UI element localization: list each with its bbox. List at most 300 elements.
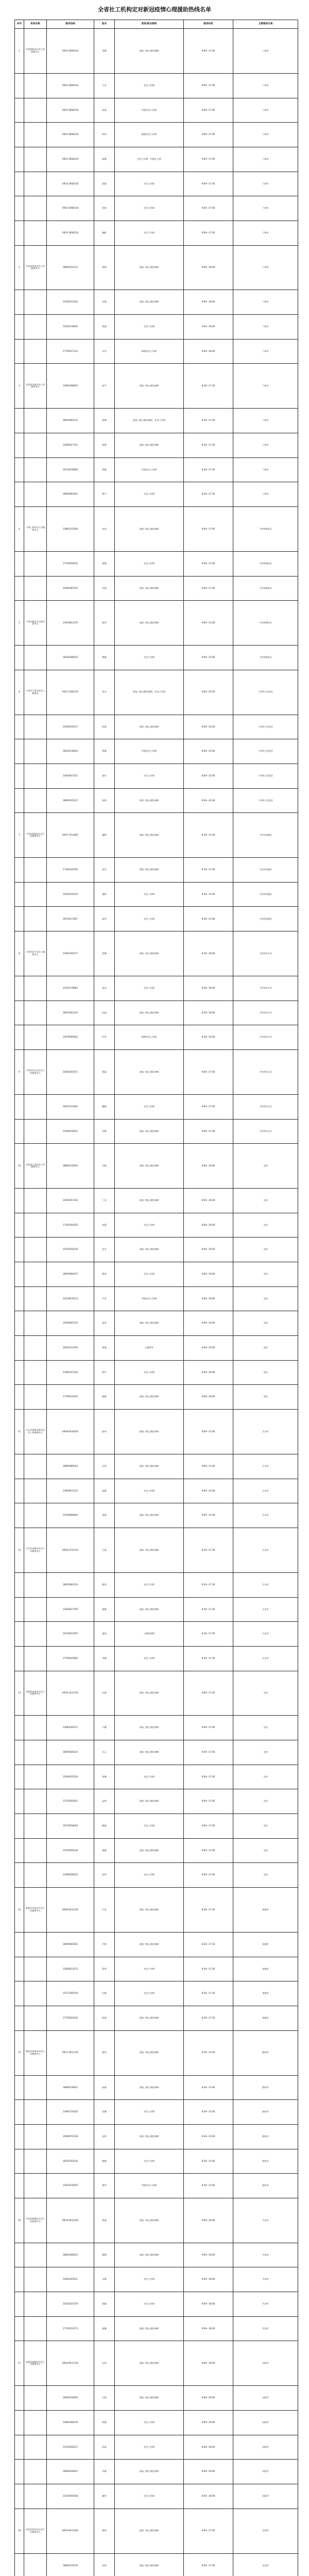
table-row (15, 1740, 298, 1765)
cell-hotline: 13919023721 (47, 764, 94, 788)
cell-hotline: 13739355811 (47, 1789, 94, 1814)
table-row (15, 1716, 298, 1740)
cell-service-area: 全省 (233, 1360, 298, 1385)
cell-index (15, 1814, 24, 1839)
table-row (15, 2124, 298, 2149)
table-row (15, 339, 298, 364)
cell-index (15, 2075, 24, 2100)
cell-name: 赵敏 (94, 172, 115, 196)
cell-service-hours: 8:30—18:00 (184, 976, 233, 1001)
cell-service-hours: 8:00—20:00 (184, 2460, 233, 2484)
cell-qualification: 社会工作师 (115, 2100, 184, 2125)
cell-service-area: 全省 (233, 1286, 298, 1311)
table-row (15, 364, 298, 409)
cell-hotline: 18293430265 (47, 2386, 94, 2411)
cell-name: 袁芳 (94, 858, 115, 883)
cell-service-hours: 8:30—21:00 (184, 2149, 233, 2174)
table-row (15, 290, 298, 315)
cell-service-hours: 9:00—18:00 (184, 315, 233, 340)
cell-service-hours: 8:00—20:00 (184, 1311, 233, 1336)
cell-service-hours: 9:00—17:00 (184, 551, 233, 576)
cell-index (15, 457, 24, 482)
cell-name: 姚琴 (94, 1262, 115, 1287)
cell-hotline: 15214076680 (47, 457, 94, 482)
cell-service-area: 兰州市 (233, 98, 298, 123)
table-row (15, 196, 298, 221)
cell-organization: 天水市麦积区社会工作服务中心 (24, 1528, 47, 1573)
cell-index (15, 2174, 24, 2198)
cell-qualification: 国家二级心理咨询师 (115, 2030, 184, 2075)
cell-service-area: 全省 (233, 1863, 298, 1888)
cell-service-area: 兰州市 (233, 172, 298, 196)
cell-service-area: 全省 (233, 1238, 298, 1262)
cell-service-hours: 9:00—17:00 (184, 1765, 233, 1789)
table-row (15, 1238, 298, 1262)
cell-organization: 兰州市七里河区社工服务站 (24, 670, 47, 715)
cell-service-hours: 9:00—17:00 (184, 1119, 233, 1144)
cell-name: 汪明 (94, 1454, 115, 1479)
cell-hotline: 18893135002 (47, 1144, 94, 1189)
cell-service-area: 兰州市 (233, 221, 298, 245)
cell-hotline: 17709410325 (47, 1385, 94, 1410)
cell-service-hours: 8:00—20:00 (184, 1238, 233, 1262)
table-row (15, 98, 298, 123)
cell-index (15, 2460, 24, 2484)
cell-service-hours: 8:00—22:00 (184, 788, 233, 813)
cell-name: 邹琳 (94, 1765, 115, 1789)
cell-service-area: 兰州市 (233, 409, 298, 433)
table-row (15, 2243, 298, 2267)
cell-service-hours: 9:00—21:00 (184, 1503, 233, 1528)
cell-index: 1 (15, 29, 24, 74)
cell-qualification: 国家三级心理咨询师 (115, 2316, 184, 2341)
cell-organization (24, 1262, 47, 1287)
cell-service-area: 兰州市安宁区 (233, 976, 298, 1001)
cell-organization (24, 646, 47, 670)
cell-index (15, 2292, 24, 2317)
cell-service-hours: 8:30—18:00 (184, 1025, 233, 1050)
cell-hotline: 13919357310 (47, 1189, 94, 1213)
cell-qualification: 社会工作师 (115, 1572, 184, 1597)
cell-name: 叶青 (94, 1025, 115, 1050)
cell-organization (24, 2460, 47, 2484)
cell-qualification: 国家二级心理咨询师 (115, 1528, 184, 1573)
header-index: 序号 (15, 20, 24, 29)
cell-organization (24, 882, 47, 907)
cell-qualification: 国家二级心理咨询师 (115, 1671, 184, 1716)
cell-qualification: 社会工作师 (115, 1360, 184, 1385)
cell-name: 李娜 (94, 29, 115, 74)
table-row (15, 1789, 298, 1814)
table-row (15, 1025, 298, 1050)
cell-service-hours: 9:00—18:00 (184, 245, 233, 290)
table-row (15, 2006, 298, 2030)
cell-service-hours: 8:30—17:30 (184, 1888, 233, 1933)
cell-service-hours: 8:00—20:00 (184, 1286, 233, 1311)
cell-organization: 天水市秦州区阳光社会工作服务中心 (24, 1410, 47, 1454)
cell-service-area: 兰州市 (233, 73, 298, 98)
table-row (15, 1262, 298, 1287)
cell-service-hours: 8:30—17:30 (184, 1572, 233, 1597)
cell-hotline: 13679465832 (47, 1025, 94, 1050)
cell-qualification: 社会工作师 (115, 2410, 184, 2435)
cell-hotline: 15117260150 (47, 1981, 94, 2006)
table-row (15, 1410, 298, 1454)
cell-name: 唐敏 (94, 551, 115, 576)
cell-name: 龙琳 (94, 2100, 115, 2125)
cell-hotline: 13993409216 (47, 2410, 94, 2435)
cell-service-area: 兰州市城关区 (233, 506, 298, 551)
cell-hotline: 15109350218 (47, 1838, 94, 1863)
cell-service-hours: 8:00—20:00 (184, 2410, 233, 2435)
cell-hotline: 13993720325 (47, 2100, 94, 2125)
cell-hotline: 0931-2382125 (47, 670, 94, 715)
cell-service-area: 兰州市西固区 (233, 813, 298, 858)
cell-index (15, 409, 24, 433)
cell-qualification: 国家三级心理咨询师 (115, 1385, 184, 1410)
cell-service-hours: 8:30—21:00 (184, 2075, 233, 2100)
cell-service-area: 庆阳市 (233, 2386, 298, 2411)
cell-name: 顾强 (94, 2243, 115, 2267)
table-row (15, 646, 298, 670)
cell-service-area: 全省 (233, 1144, 298, 1189)
cell-service-area: 兰州市西固区 (233, 907, 298, 931)
cell-qualification: 国家三级心理咨询师 (115, 2124, 184, 2149)
cell-name: 金丽 (94, 1503, 115, 1528)
table-row (15, 1528, 298, 1573)
cell-service-area: 天水市 (233, 1410, 298, 1454)
cell-hotline: 13919843376 (47, 601, 94, 646)
cell-organization (24, 123, 47, 147)
cell-qualification: 国家三级心理咨询师 (115, 2075, 184, 2100)
header-service-hours: 服务时段 (184, 20, 233, 29)
cell-hotline: 18093500235 (47, 1740, 94, 1765)
cell-service-area: 张掖市 (233, 1981, 298, 2006)
table-row (15, 1572, 298, 1597)
table-row (15, 1213, 298, 1238)
cell-service-area: 天水市 (233, 1597, 298, 1622)
cell-service-hours: 8:30—21:00 (184, 907, 233, 931)
cell-index: 10 (15, 1144, 24, 1189)
cell-name: 吕晓 (94, 1144, 115, 1189)
cell-service-hours: 8:30—17:30 (184, 1622, 233, 1647)
cell-hotline: 13519679213 (47, 1286, 94, 1311)
cell-service-area: 庆阳市 (233, 2410, 298, 2435)
cell-service-area: 兰州市西固区 (233, 858, 298, 883)
cell-index (15, 2386, 24, 2411)
cell-index (15, 1740, 24, 1765)
cell-hotline: 17793622610 (47, 2006, 94, 2030)
cell-name: 郝敏 (94, 2292, 115, 2317)
cell-service-area: 兰州市 (233, 339, 298, 364)
cell-hotline: 17793164255 (47, 1213, 94, 1238)
cell-index (15, 1597, 24, 1622)
cell-index: 6 (15, 670, 24, 715)
cell-service-area: 酒泉市 (233, 2174, 298, 2198)
cell-organization (24, 1311, 47, 1336)
cell-service-hours: 8:30—21:00 (184, 882, 233, 907)
table-row (15, 1144, 298, 1189)
table-row (15, 1597, 298, 1622)
table-row (15, 2460, 298, 2484)
cell-qualification: 中级社会工作师 (115, 98, 184, 123)
cell-service-area: 全省 (233, 1213, 298, 1238)
cell-index: 11 (15, 1410, 24, 1454)
table-row (15, 409, 298, 433)
cell-organization: 兰州仁爱社会工作服务中心 (24, 506, 47, 551)
cell-service-hours: 9:00—17:00 (184, 2553, 233, 2576)
table-row (15, 1814, 298, 1839)
header-name: 姓名 (94, 20, 115, 29)
cell-service-hours: 9:00—17:00 (184, 73, 233, 98)
cell-qualification: 社会工作师 (115, 2267, 184, 2292)
cell-index (15, 576, 24, 601)
cell-organization (24, 2075, 47, 2100)
cell-qualification: 国家三级心理咨询师 (115, 1740, 184, 1765)
cell-organization (24, 576, 47, 601)
cell-hotline: 0931-5858118 (47, 123, 94, 147)
cell-service-hours: 8:30—21:00 (184, 813, 233, 858)
cell-hotline: 15293132210 (47, 882, 94, 907)
cell-qualification: 助理社会工作师 (115, 339, 184, 364)
cell-organization (24, 1932, 47, 1957)
cell-hotline: 15193806582 (47, 1503, 94, 1528)
cell-hotline: 0931-5858118 (47, 196, 94, 221)
cell-organization (24, 2435, 47, 2460)
cell-index (15, 98, 24, 123)
cell-service-area: 天水市 (233, 1503, 298, 1528)
cell-name: 赖华 (94, 2484, 115, 2509)
cell-qualification: 社会工作师 (115, 2435, 184, 2460)
cell-qualification: 国家二级心理咨询师 (115, 576, 184, 601)
cell-qualification: 国家三级心理咨询师 (115, 2460, 184, 2484)
cell-qualification: 国家三级心理咨询师 (115, 2243, 184, 2267)
cell-name: 廖琴 (94, 1572, 115, 1597)
cell-hotline: 18193188520 (47, 646, 94, 670)
cell-qualification: 国家三级心理咨询师 (115, 433, 184, 457)
cell-service-hours: 9:00—17:00 (184, 506, 233, 551)
cell-qualification: 社会工作师 (115, 315, 184, 340)
cell-hotline: 0931-5858118 (47, 29, 94, 74)
cell-index (15, 1238, 24, 1262)
table-row (15, 1765, 298, 1789)
cell-name: 薛琴 (94, 1957, 115, 1981)
cell-hotline: 18993663052 (47, 1932, 94, 1957)
table-row (15, 1646, 298, 1671)
table-row (15, 2292, 298, 2317)
table-row (15, 1385, 298, 1410)
cell-qualification: 中级社会工作师 (115, 739, 184, 764)
cell-service-area: 全省 (233, 1189, 298, 1213)
cell-service-hours: 9:00—17:00 (184, 123, 233, 147)
cell-hotline: 18919118162 (47, 739, 94, 764)
cell-organization (24, 788, 47, 813)
cell-hotline: 0931-5858118 (47, 73, 94, 98)
cell-service-hours: 9:00—17:00 (184, 1838, 233, 1863)
cell-name: 钟平 (94, 1360, 115, 1385)
cell-qualification: 社会工作师 (115, 1094, 184, 1119)
cell-name: 潘婷 (94, 882, 115, 907)
cell-name: 陆华 (94, 1410, 115, 1454)
cell-name: 高琳 (94, 409, 115, 433)
cell-organization (24, 290, 47, 315)
cell-name: 程磊 (94, 1050, 115, 1095)
cell-qualification: 国家二级心理咨询师 (115, 245, 184, 290)
cell-service-area: 兰州市安宁区 (233, 931, 298, 976)
cell-hotline: 18909380023 (47, 1454, 94, 1479)
cell-service-area: 酒泉市 (233, 2075, 298, 2100)
cell-hotline: 13993502271 (47, 1716, 94, 1740)
cell-name: 孙悦 (94, 196, 115, 221)
cell-index: 18 (15, 2509, 24, 2553)
cell-service-hours: 8:30—18:00 (184, 1001, 233, 1025)
cell-name: 姜涛 (94, 1311, 115, 1336)
cell-service-area: 兰州市 (233, 245, 298, 290)
cell-service-hours: 8:30—17:30 (184, 2006, 233, 2030)
cell-name: 秦敏 (94, 1838, 115, 1863)
cell-organization (24, 1094, 47, 1119)
cell-service-area: 平凉市 (233, 2243, 298, 2267)
cell-service-hours: 9:00—17:00 (184, 1094, 233, 1119)
cell-service-area: 兰州市 (233, 147, 298, 172)
cell-organization (24, 1572, 47, 1597)
cell-qualification: 国家二级心理咨询师 (115, 2341, 184, 2386)
table-row (15, 1479, 298, 1503)
cell-organization (24, 221, 47, 245)
cell-name: 邱华 (94, 1863, 115, 1888)
cell-qualification: 社会工作师 (115, 1814, 184, 1839)
cell-index: 5 (15, 601, 24, 646)
cell-organization (24, 1189, 47, 1213)
cell-qualification: 心理咨询师 (115, 1622, 184, 1647)
table-row (15, 1957, 298, 1981)
table-row (15, 2410, 298, 2435)
cell-hotline: 18009346621 (47, 2460, 94, 2484)
cell-organization (24, 1286, 47, 1311)
table-row (15, 907, 298, 931)
cell-name: 王芳 (94, 73, 115, 98)
cell-name: 常静 (94, 2410, 115, 2435)
cell-name: 魏婧 (94, 1094, 115, 1119)
table-row (15, 1311, 298, 1336)
cell-service-hours: 8:00—20:00 (184, 1144, 233, 1189)
cell-service-hours: 9:00—17:00 (184, 1863, 233, 1888)
cell-organization (24, 1503, 47, 1528)
cell-service-hours: 9:00—17:00 (184, 1789, 233, 1814)
cell-service-hours: 9:00—17:00 (184, 576, 233, 601)
table-row (15, 1888, 298, 1933)
cell-index (15, 2149, 24, 2174)
cell-service-area: 张掖市 (233, 2006, 298, 2030)
cell-service-hours: 8:00—22:00 (184, 764, 233, 788)
cell-service-area: 全省 (233, 1716, 298, 1740)
cell-service-hours: 8:30—21:00 (184, 2100, 233, 2125)
cell-name: 毛静 (94, 2267, 115, 2292)
cell-service-hours: 8:30—18:00 (184, 931, 233, 976)
cell-service-hours: 9:00—17:00 (184, 1740, 233, 1765)
table-row (15, 1454, 298, 1479)
cell-organization (24, 172, 47, 196)
cell-qualification: 社会工作师 (115, 646, 184, 670)
cell-index (15, 1286, 24, 1311)
cell-service-hours: 9:00—17:00 (184, 221, 233, 245)
cell-index (15, 2124, 24, 2149)
cell-index (15, 858, 24, 883)
cell-organization (24, 2553, 47, 2576)
cell-organization (24, 715, 47, 739)
cell-organization (24, 907, 47, 931)
cell-qualification: 社会工作师 (115, 1646, 184, 1671)
cell-service-area: 兰州市红古区 (233, 1094, 298, 1119)
cell-service-area: 全省 (233, 1789, 298, 1814)
cell-organization: 酒泉市肃州区社会工作服务中心 (24, 2030, 47, 2075)
cell-service-hours: 9:00—18:00 (184, 2316, 233, 2341)
cell-hotline: 18993083921 (47, 482, 94, 507)
cell-organization (24, 1213, 47, 1238)
cell-qualification: 社会工作师 (115, 1479, 184, 1503)
cell-hotline: 18719558020 (47, 1814, 94, 1839)
cell-qualification: 国家二级心理咨询师、社会工作师 (115, 670, 184, 715)
cell-index (15, 73, 24, 98)
cell-index (15, 739, 24, 764)
cell-organization (24, 1479, 47, 1503)
cell-hotline: 13919372245 (47, 290, 94, 315)
cell-organization (24, 1981, 47, 2006)
table-row (15, 2174, 298, 2198)
cell-index: 9 (15, 1050, 24, 1095)
table-row (15, 788, 298, 813)
cell-hotline: 13993157320 (47, 1360, 94, 1385)
cell-index (15, 315, 24, 340)
cell-organization (24, 1814, 47, 1839)
cell-qualification: 国家二级心理咨询师 (115, 2509, 184, 2553)
cell-index: 4 (15, 506, 24, 551)
table-row (15, 315, 298, 340)
cell-hotline: 17794250031 (47, 551, 94, 576)
cell-service-area: 张掖市 (233, 1888, 298, 1933)
table-row (15, 172, 298, 196)
table-row (15, 1622, 298, 1647)
table-row (15, 1094, 298, 1119)
cell-service-hours: 9:00—17:00 (184, 1671, 233, 1716)
page-title: 全省社工机构定对新冠疫情心理援助热线名单 (98, 6, 211, 13)
cell-index (15, 907, 24, 931)
cell-organization: 庆阳市西峰区社会工作服务中心 (24, 2341, 47, 2386)
cell-hotline: 18693210235 (47, 2553, 94, 2576)
cell-index (15, 2484, 24, 2509)
cell-index (15, 2435, 24, 2460)
table-row (15, 1671, 298, 1716)
cell-qualification: 国家三级心理咨询师 (115, 1001, 184, 1025)
cell-qualification: 社会工作师 (115, 221, 184, 245)
cell-service-hours: 8:30—17:30 (184, 1646, 233, 1671)
table-row (15, 576, 298, 601)
cell-index (15, 1385, 24, 1410)
cell-name: 彭丽 (94, 715, 115, 739)
cell-service-area: 兰州市西固区 (233, 882, 298, 907)
cell-service-area: 兰州市 (233, 29, 298, 74)
table-row (15, 1001, 298, 1025)
cell-service-area: 兰州市 (233, 433, 298, 457)
cell-service-hours: 9:00—18:00 (184, 2267, 233, 2292)
cell-service-hours: 8:30—17:30 (184, 433, 233, 457)
cell-service-hours: 8:00—20:00 (184, 2484, 233, 2509)
table-row (15, 931, 298, 976)
cell-qualification: 中级社会工作师 (115, 457, 184, 482)
cell-index: 7 (15, 813, 24, 858)
cell-service-area: 兰州市 (233, 364, 298, 409)
cell-service-area: 天水市 (233, 1622, 298, 1647)
